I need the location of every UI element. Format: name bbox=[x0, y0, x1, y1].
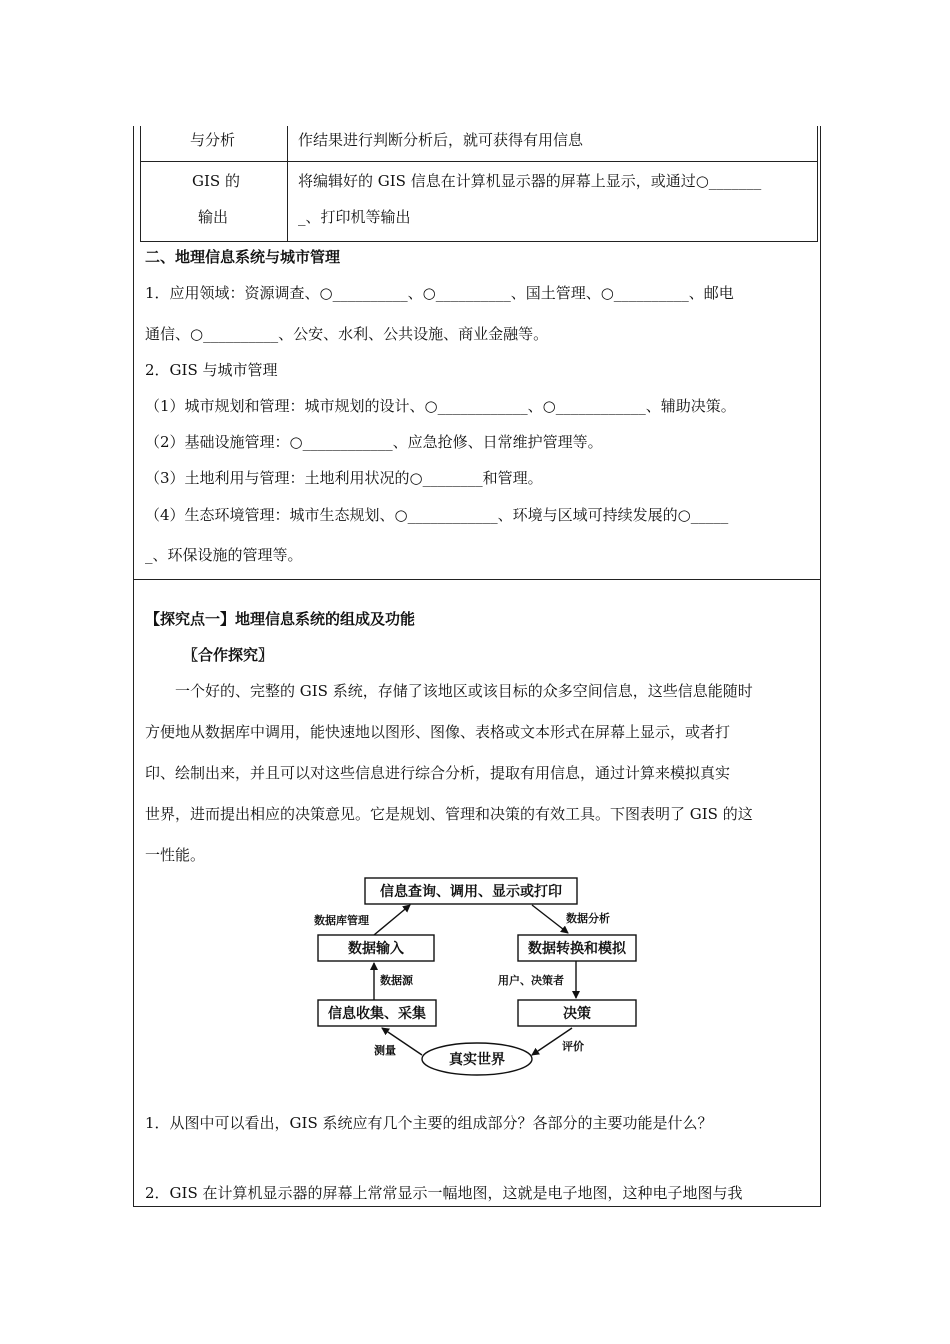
arrow-query-to-transform bbox=[532, 905, 568, 933]
explore-para-line: 一个好的、完整的 GIS 系统，存储了该地区或该目标的众多空间信息，这些信息能随时 bbox=[175, 682, 753, 700]
explore-para-line: 一性能。 bbox=[145, 846, 206, 864]
table-label-output-1: GIS 的 bbox=[192, 172, 240, 190]
table-content-analysis: 作结果进行判断分析后，就可获得有用信息 bbox=[298, 131, 584, 149]
explore-para-line: 印、绘制出来，并且可以对这些信息进行综合分析，提取有用信息，通过计算来模拟真实 bbox=[145, 764, 731, 782]
table-column-divider bbox=[287, 126, 288, 241]
table-label-output-2: 输出 bbox=[198, 208, 229, 226]
box-data-input-label: 数据输入 bbox=[348, 941, 404, 957]
section2-p2: 2．GIS 与城市管理 bbox=[145, 361, 278, 379]
arrow-input-to-query bbox=[374, 905, 410, 935]
box-query-display-label: 信息查询、调用、显示或打印 bbox=[380, 884, 562, 900]
edge-label-analysis: 数据分析 bbox=[566, 912, 610, 925]
gis-flow-diagram bbox=[310, 872, 650, 1086]
table-row-divider bbox=[141, 161, 817, 162]
explore-para-line: 方便地从数据库中调用，能快速地以图形、图像、表格或文本形式在屏幕上显示，或者打 bbox=[145, 723, 731, 741]
edge-label-user: 用户、决策者 bbox=[498, 974, 564, 987]
section2-item2: （2）基础设施管理：○____________、应急抢修、日常维护管理等。 bbox=[145, 433, 603, 451]
table-content-output-2: _、打印机等输出 bbox=[298, 208, 411, 226]
section2-item1: （1）城市规划和管理：城市规划的设计、○____________、○____________、辅助决策。 bbox=[145, 397, 736, 415]
box-data-transform-label: 数据转换和模拟 bbox=[528, 941, 626, 957]
question-1: 1．从图中可以看出，GIS 系统应有几个主要的组成部分？各部分的主要功能是什么？ bbox=[145, 1114, 713, 1132]
section2-item3: （3）土地利用与管理：土地利用状况的○________和管理。 bbox=[145, 469, 543, 487]
explore-subheading: 〖合作探究〗 bbox=[183, 646, 274, 664]
bottom-border bbox=[133, 1206, 821, 1207]
section2-item4-line2: _、环保设施的管理等。 bbox=[145, 546, 303, 564]
box-decision-label: 决策 bbox=[563, 1006, 591, 1022]
edge-label-source: 数据源 bbox=[380, 974, 413, 987]
question-2: 2．GIS 在计算机显示器的屏幕上常常显示一幅地图，这就是电子地图，这种电子地图与我 bbox=[145, 1184, 743, 1202]
explore-heading: 【探究点一】地理信息系统的组成及功能 bbox=[145, 610, 416, 628]
explore-para-line: 世界，进而提出相应的决策意见。它是规划、管理和决策的有效工具。下图表明了 GIS 的这 bbox=[145, 805, 753, 823]
box-info-collect-label: 信息收集、采集 bbox=[328, 1006, 426, 1022]
edge-label-db: 数据库管理 bbox=[314, 914, 369, 927]
gis-flow-diagram-svg bbox=[310, 872, 650, 1082]
edge-label-eval: 评价 bbox=[562, 1040, 584, 1053]
edge-label-measure: 测量 bbox=[374, 1044, 396, 1057]
ellipse-real-world-label: 真实世界 bbox=[449, 1052, 505, 1068]
table-label-analysis: 与分析 bbox=[190, 131, 236, 149]
section2-p1-line1: 1．应用领域：资源调查、○__________、○__________、国土管理、○__________、邮电 bbox=[145, 284, 734, 302]
section2-p1-line2: 通信、○__________、公安、水利、公共设施、商业金融等。 bbox=[145, 325, 549, 343]
section-divider bbox=[133, 579, 821, 580]
section2-heading: 二、地理信息系统与城市管理 bbox=[145, 248, 341, 266]
table-content-output-1: 将编辑好的 GIS 信息在计算机显示器的屏幕上显示，或通过○_______ bbox=[298, 172, 762, 190]
section2-item4-line1: （4）生态环境管理：城市生态规划、○____________、环境与区域可持续发展的○_____ bbox=[145, 506, 729, 524]
